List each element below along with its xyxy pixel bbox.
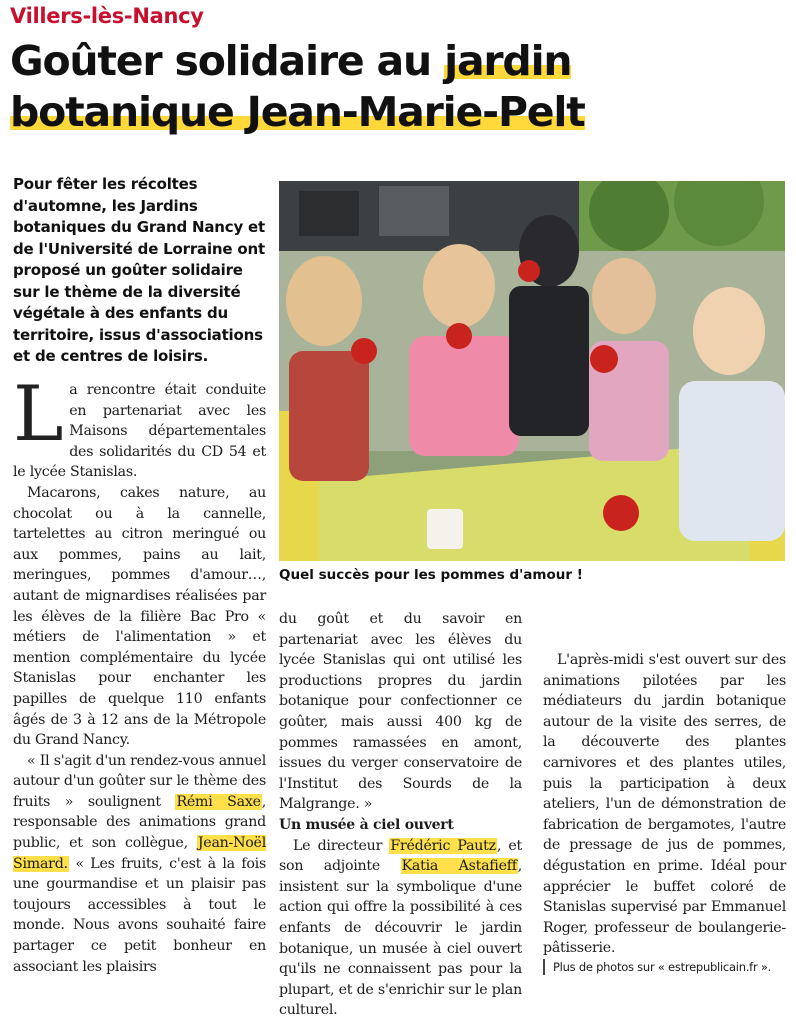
headline-highlight: jardin (444, 37, 572, 85)
paragraph-text: , insistent sur la symbolique d'une action qui offre la possibilité à ces enfants de découvrir le jardin botanique, un musée à ciel ouvert qu'ils ne connaissent pas pour la plupart, et de s'enrichir sur le plan culturel. (279, 858, 523, 1019)
more-photos-link[interactable]: Plus de photos sur « estrepublicain.fr ». (543, 959, 786, 975)
headline-highlight: botanique Jean-Marie-Pelt (10, 88, 585, 136)
person-name-highlight: Frédéric Pautz (390, 837, 496, 854)
section-kicker: Villers-lès-Nancy (10, 4, 204, 28)
person-name-highlight: Jean-Noël Simard. (13, 835, 266, 872)
intertitle: Un musée à ciel ouvert (279, 816, 454, 833)
article-lead: Pour fêter les récoltes d'automne, les Jardins botaniques du Grand Nancy et de l'Université de Lorraine ont proposé un goûter solidaire sur le thème de la diversité végétale à des enfants du territoire, issus d'associations et de centres de loisirs. (13, 175, 265, 365)
paragraph: Macarons, cakes nature, au chocolat ou à la cannelle, tartelettes au citron meringué ou aux pommes, pains au lait, meringues, pommes d'amour…, autant de mignardises réalisées par les élèves de la filière Bac Pro « métiers de l'alimentation » et mention complémentaire du lycée Stanislas pour enchanter les papilles de quelque 110 enfants âgés de 3 à 12 ans de la Métropole du Grand Nancy. (13, 484, 266, 749)
paragraph: du goût et du savoir en partenariat avec les élèves du lycée Stanislas qui ont utilisé les productions propres du jardin botanique pour confectionner ce goûter, mais aussi 400 kg de pommes ramassées en amont, issues du verger conservatoire de l'Institut des Sourds de la Malgrange. » (279, 611, 522, 813)
paragraph (13, 751, 266, 978)
article-photo (279, 181, 785, 561)
paragraph (13, 369, 266, 483)
paragraph-text: « Il s'agit d'un rendez-vous annuel autour d'un goûter sur le thème des fruits » soulignent (13, 752, 266, 810)
paragraph-text: a rencontre était conduite en partenariat avec les Maisons départementales des solidarités du CD 54 et le lycée Stanislas. (13, 382, 266, 481)
paragraph (279, 836, 522, 1021)
headline (10, 36, 790, 138)
person-name-highlight: Katia Astafieff (401, 858, 517, 875)
photo-caption: Quel succès pour les pommes d'amour ! (279, 567, 583, 583)
article-column-3 (543, 609, 786, 975)
paragraph: L'après-midi s'est ouvert sur des animations pilotées par les médiateurs du jardin botanique autour de la visite des serres, de la découverte des plantes carnivores et des plantes utiles, puis la participation à deux ateliers, l'un de démonstration de fabrication de bergamotes, l'autre de pressage de jus de pommes, dégustation en prime. Idéal pour apprécier le buffet coloré de Stanislas supervisé par Emmanuel Roger, professeur de boulangerie-pâtisserie. (543, 652, 786, 957)
paragraph-text: , et son adjointe (279, 837, 522, 875)
article-column-1 (13, 369, 266, 977)
paragraph-text: , responsable des animations grand public, et son collègue, (13, 793, 266, 852)
article-column-2 (279, 609, 522, 1021)
photo-illustration (279, 181, 785, 561)
drop-cap: L (13, 369, 64, 458)
paragraph-text: « Les fruits, c'est à la fois une gourmandise et un plaisir pas toujours accessibles à tout le monde. Nous avons souhaité faire partager ce petit bonheur en associant les plaisirs (13, 855, 266, 975)
headline-part: Goûter solidaire au (10, 37, 445, 85)
person-name-highlight: Rémi Saxe (176, 793, 261, 810)
paragraph-text: Le directeur (293, 837, 390, 854)
